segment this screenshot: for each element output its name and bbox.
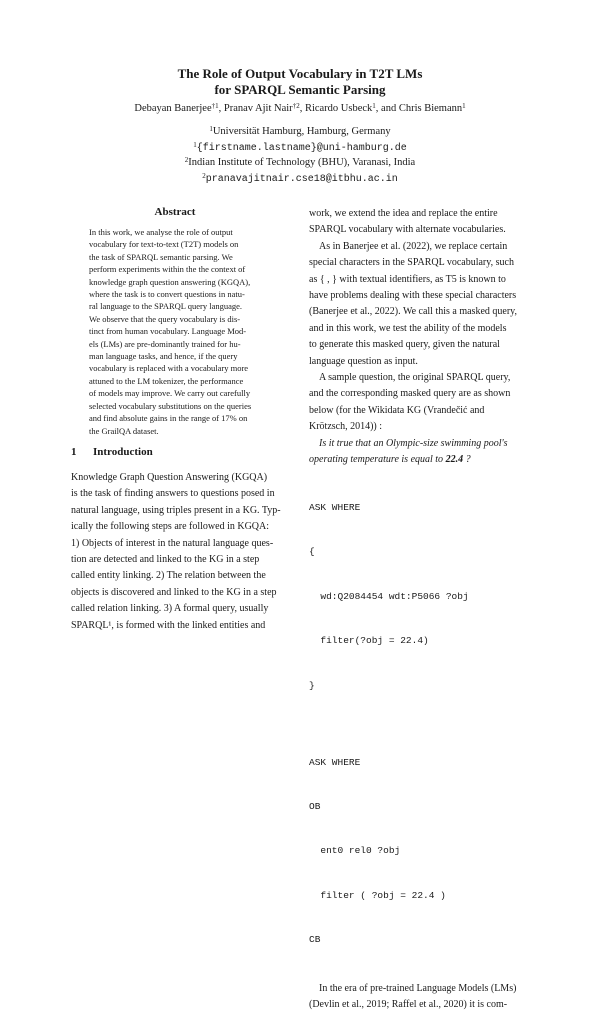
text-line: and in this work, we test the ability of the models — [309, 322, 507, 334]
introduction-heading — [71, 446, 153, 458]
text-line: as { , } with textual identifiers, as T5 is known to — [309, 273, 506, 285]
question-value: 22.4 — [445, 454, 464, 466]
intro-line: objects is discovered and linked to the KG in a step — [71, 586, 277, 598]
abstract-line: and find absolute gains in the range of 17% on — [89, 413, 248, 424]
author-2-affil-marker: †2 — [292, 102, 300, 110]
intro-line: is the task of finding answers to questions posed in — [71, 488, 275, 500]
abstract-line: where the task is to convert questions in natu- — [89, 289, 245, 300]
code-line: OB — [309, 801, 321, 813]
email-1-marker: 1 — [193, 141, 197, 149]
text-line: have problems dealing with these special characters — [309, 290, 517, 302]
code-line: filter(?obj = 22.4) — [309, 635, 429, 647]
code-line: filter ( ?obj = 22.4 ) — [309, 889, 446, 901]
code-masked-query — [309, 726, 531, 978]
abstract-body — [89, 226, 264, 437]
code-line: CB — [309, 934, 321, 946]
affiliation-1-marker: 1 — [209, 125, 213, 133]
abstract-line: of models may improve. We carry out carefully — [89, 388, 251, 399]
code-line: wd:Q2084454 wdt:P5066 ?obj — [309, 590, 469, 602]
abstract-line: man language tasks, and hence, if the query — [89, 351, 238, 362]
text-line: to generate this masked query, given the natural — [309, 339, 500, 351]
affiliation-2-text: Indian Institute of Technology (BHU), Varanasi, India — [188, 157, 416, 168]
abstract-line: perform experiments within the the context of — [89, 264, 246, 275]
right-column — [309, 206, 531, 1013]
paper-title-line-2: for SPARQL Semantic Parsing — [214, 82, 386, 97]
paragraph-sample — [309, 370, 531, 436]
text-line: work, we extend the idea and replace the entire — [309, 208, 498, 219]
introduction-body — [71, 470, 289, 634]
section-title: Introduction — [93, 446, 153, 458]
author-1: Debayan Banerjee — [134, 103, 212, 114]
text-line: Krötzsch, 2014)) : — [309, 421, 383, 433]
code-line: ent0 rel0 ?obj — [309, 845, 401, 857]
intro-line: Knowledge Graph Question Answering (KGQA) — [71, 472, 268, 483]
abstract-line: vocabulary is replaced with a vocabulary more — [89, 363, 249, 374]
author-3-affil-marker: 1 — [372, 102, 376, 110]
affiliation-2-marker: 2 — [184, 156, 189, 164]
paper-title-line-1: The Role of Output Vocabulary in T2T LMs — [177, 66, 423, 81]
intro-line: ically the following steps are followed in KGQA: — [71, 521, 270, 533]
intro-line: SPARQL¹, is formed with the linked entities and — [71, 619, 266, 631]
abstract-line: ral language to the SPARQL query language. — [89, 301, 243, 312]
abstract-line: attuned to the LM tokenizer, the performance — [89, 375, 244, 386]
section-number: 1 — [71, 446, 77, 458]
text-line: below (for the Wikidata KG (Vrandečić and — [309, 404, 485, 416]
abstract-line: els (LMs) are pre-dominantly trained for hu- — [89, 338, 241, 349]
text-line: A sample question, the original SPARQL query, — [319, 372, 511, 384]
email-2-marker: 2 — [202, 172, 206, 180]
intro-line: called entity linking. 2) The relation between the — [71, 570, 266, 582]
abstract-line: the task of SPARQL semantic parsing. We — [89, 251, 233, 262]
abstract-line: knowledge graph question answering (KGQA), — [89, 276, 251, 287]
email-1-text: {firstname.lastname}@uni-hamburg.de — [196, 143, 407, 154]
text-line: language question as input. — [309, 355, 418, 367]
intro-line: tion are detected and linked to the KG in a step — [71, 554, 260, 566]
email-2 — [0, 173, 600, 185]
text-line: (Banerjee et al., 2022). We call this a masked query, — [309, 306, 518, 318]
text-line: special characters in the SPARQL vocabulary, such — [309, 257, 514, 269]
abstract-line: the GrailQA dataset. — [89, 425, 159, 436]
question-line-1: Is it true that an Olympic-size swimming pool's — [319, 437, 508, 449]
email-1 — [0, 142, 600, 154]
author-1-affil-marker: †1 — [211, 102, 219, 110]
sample-question — [309, 436, 531, 469]
code-line: { — [309, 546, 315, 558]
author-4-affil-marker: 1 — [462, 102, 466, 110]
paragraph-continuation — [309, 206, 531, 239]
abstract-line: We observe that the query vocabulary is dis- — [89, 313, 241, 324]
code-line: } — [309, 679, 315, 691]
text-line: (Devlin et al., 2019; Raffel et al., 2020) it is com- — [309, 999, 508, 1010]
intro-line: called relation linking. 3) A formal query, usually — [71, 603, 269, 615]
abstract-line: vocabulary for text-to-text (T2T) models on — [89, 239, 239, 250]
text-line: As in Banerjee et al. (2022), we replace certain — [319, 240, 508, 252]
intro-line: 1) Objects of interest in the natural language ques- — [71, 537, 274, 549]
paragraph-masking — [309, 239, 531, 370]
text-line: and the corresponding masked query are as shown — [309, 388, 511, 400]
abstract-line: selected vocabulary substitutions on the queries — [89, 400, 252, 411]
abstract-line: In this work, we analyse the role of output — [89, 227, 233, 237]
code-line: ASK WHERE — [309, 502, 361, 514]
abstract-heading: Abstract — [154, 206, 196, 218]
code-original-query — [309, 472, 531, 724]
author-3: Ricardo Usbeck — [304, 103, 373, 114]
intro-line: natural language, using triples present in a KG. Typ- — [71, 504, 281, 516]
affiliation-1-text: Universität Hamburg, Hamburg, Germany — [212, 126, 391, 137]
abstract-line: tinct from human vocabulary. Language Mod- — [89, 326, 247, 337]
text-line: In the era of pre-trained Language Models (LMs) — [319, 982, 517, 994]
email-2-text: pranavajitnair.cse18@itbhu.ac.in — [205, 174, 398, 185]
code-line: ASK WHERE — [309, 756, 361, 768]
affiliation-2 — [0, 157, 600, 168]
question-line-2 — [309, 452, 531, 468]
question-text: operating temperature is equal to — [309, 454, 446, 466]
author-2: Pranav Ajit Nair — [223, 103, 293, 114]
paragraph-plm — [309, 981, 531, 1013]
author-4: and Chris Biemann — [381, 103, 463, 114]
text-line: SPARQL vocabulary with alternate vocabularies. — [309, 224, 506, 236]
question-end: ? — [463, 454, 471, 466]
author-list: Debayan Banerjee$^{\dagger 1}$, Pranav Ajit Nair$^{\dagger 2}$, Ricardo Usbeck$^1$, and Chris Biemann$^1$ — [134, 102, 466, 114]
affiliation-1 — [0, 126, 600, 137]
